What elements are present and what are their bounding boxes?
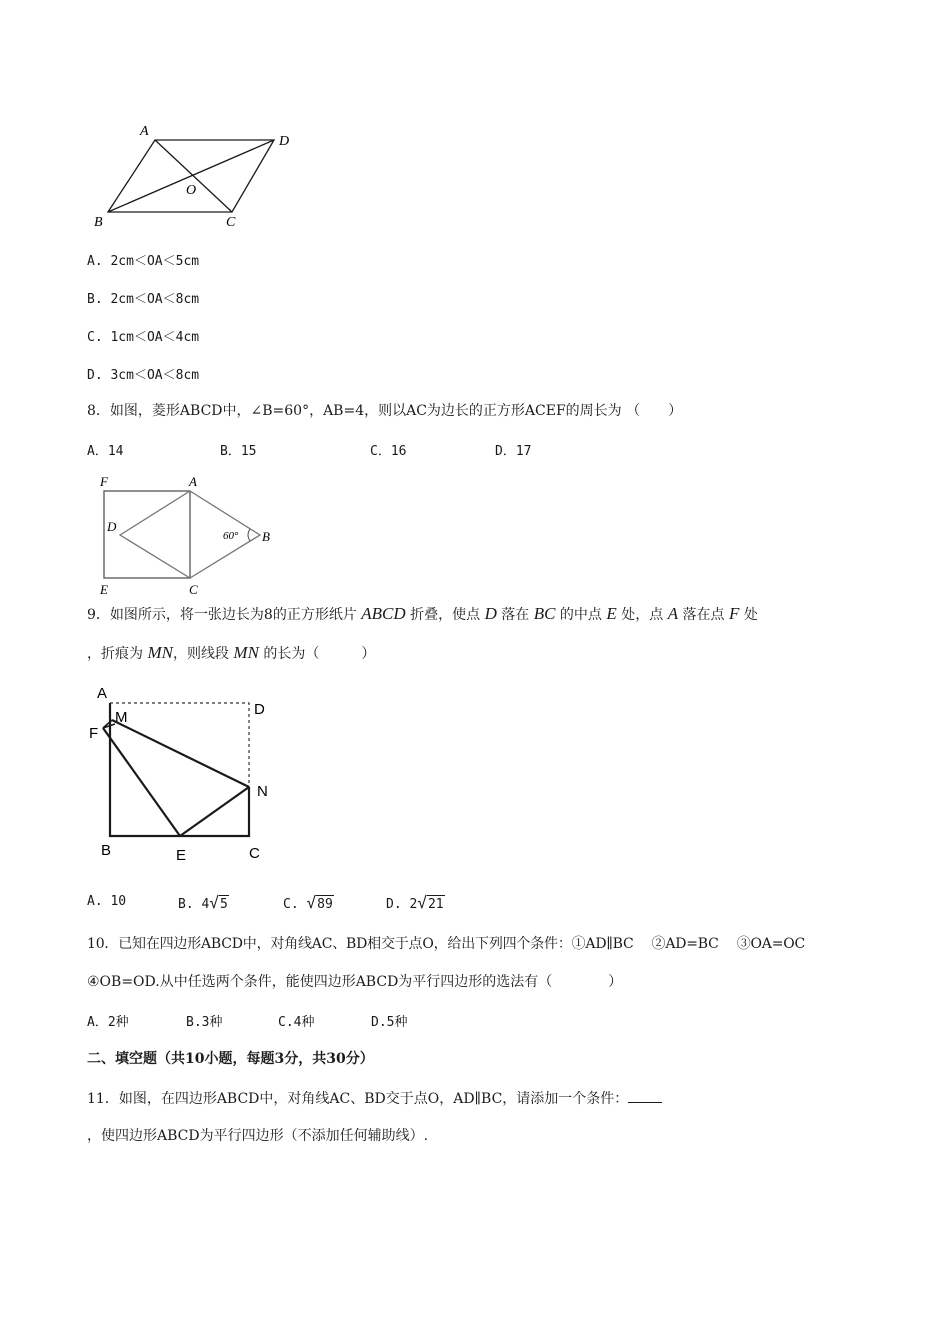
- answer-blank[interactable]: [628, 1087, 662, 1103]
- label-a: A: [97, 685, 108, 702]
- label-c: C: [226, 215, 236, 230]
- label-b: B: [262, 529, 270, 544]
- label-c: C: [189, 582, 198, 597]
- angle-label: 60°: [223, 530, 239, 542]
- q9-option-d: D. 2√21: [386, 893, 444, 912]
- label-a: A: [140, 124, 149, 139]
- folded-square-figure: [86, 680, 286, 866]
- label-d: D: [107, 519, 117, 534]
- q10-option-b: B.3种: [186, 1015, 223, 1030]
- q10-option-d: D.5种: [371, 1015, 408, 1030]
- label-m: M: [115, 709, 128, 726]
- q10-option-c: C.4种: [278, 1015, 315, 1030]
- label-d: D: [254, 701, 265, 718]
- label-d: D: [279, 134, 290, 149]
- q8-option-a: A．14: [87, 444, 124, 459]
- q7-option-d: D. 3cm＜OA＜8cm: [87, 368, 200, 383]
- label-e: E: [176, 847, 187, 864]
- q8-option-c: C．16: [370, 444, 407, 459]
- rhombus-square-figure: [96, 472, 286, 598]
- section-heading: 二、填空题（共10小题，每题3分，共30分）: [87, 1051, 374, 1067]
- label-a: A: [189, 474, 197, 489]
- label-n: N: [257, 783, 268, 800]
- label-e: E: [100, 582, 108, 597]
- q9-option-c: C. √89: [283, 893, 333, 912]
- q10-stem-line1: 10．已知在四边形ABCD中，对角线AC、BD相交于点O，给出下列四个条件：①AD∥BC ②AD=BC ③OA=OC: [87, 936, 806, 952]
- q9-stem-line1: 9．如图所示，将一张边长为8的正方形纸片 ABCD 折叠，使点 D 落在 BC 的中点 E 处，点 A 落在点 F 处: [87, 604, 758, 623]
- parallelogram-figure: [88, 120, 308, 230]
- q9-option-b: B. 4√5: [178, 893, 228, 912]
- q9-stem-line2: ，折痕为 MN，则线段 MN 的长为（ ）: [87, 643, 376, 662]
- q7-option-b: B. 2cm＜OA＜8cm: [87, 292, 200, 307]
- q7-option-c: C. 1cm＜OA＜4cm: [87, 330, 200, 345]
- q10-stem-line2: ④OB=OD.从中任选两个条件，能使四边形ABCD为平行四边形的选法有（ ）: [87, 974, 623, 990]
- label-b: B: [101, 842, 112, 859]
- label-f: F: [89, 725, 99, 742]
- q10-option-a: A．2种: [87, 1015, 129, 1030]
- q8-option-b: B．15: [220, 444, 257, 459]
- q11-stem-line1: 11．如图，在四边形ABCD中，对角线AC、BD交于点O，AD∥BC，请添加一个条件：: [87, 1087, 662, 1109]
- q11-stem-line2: ，使四边形ABCD为平行四边形（不添加任何辅助线）.: [87, 1128, 429, 1144]
- q7-option-a: A. 2cm＜OA＜5cm: [87, 254, 200, 269]
- label-b: B: [94, 215, 103, 230]
- label-c: C: [249, 845, 260, 862]
- q8-option-d: D．17: [495, 444, 532, 459]
- q9-option-a: A. 10: [87, 894, 127, 909]
- label-f: F: [100, 474, 108, 489]
- q8-stem: 8．如图，菱形ABCD中，∠B=60°，AB=4，则以AC为边长的正方形ACEF的周长为 （ ）: [87, 403, 683, 419]
- label-o: O: [186, 183, 197, 198]
